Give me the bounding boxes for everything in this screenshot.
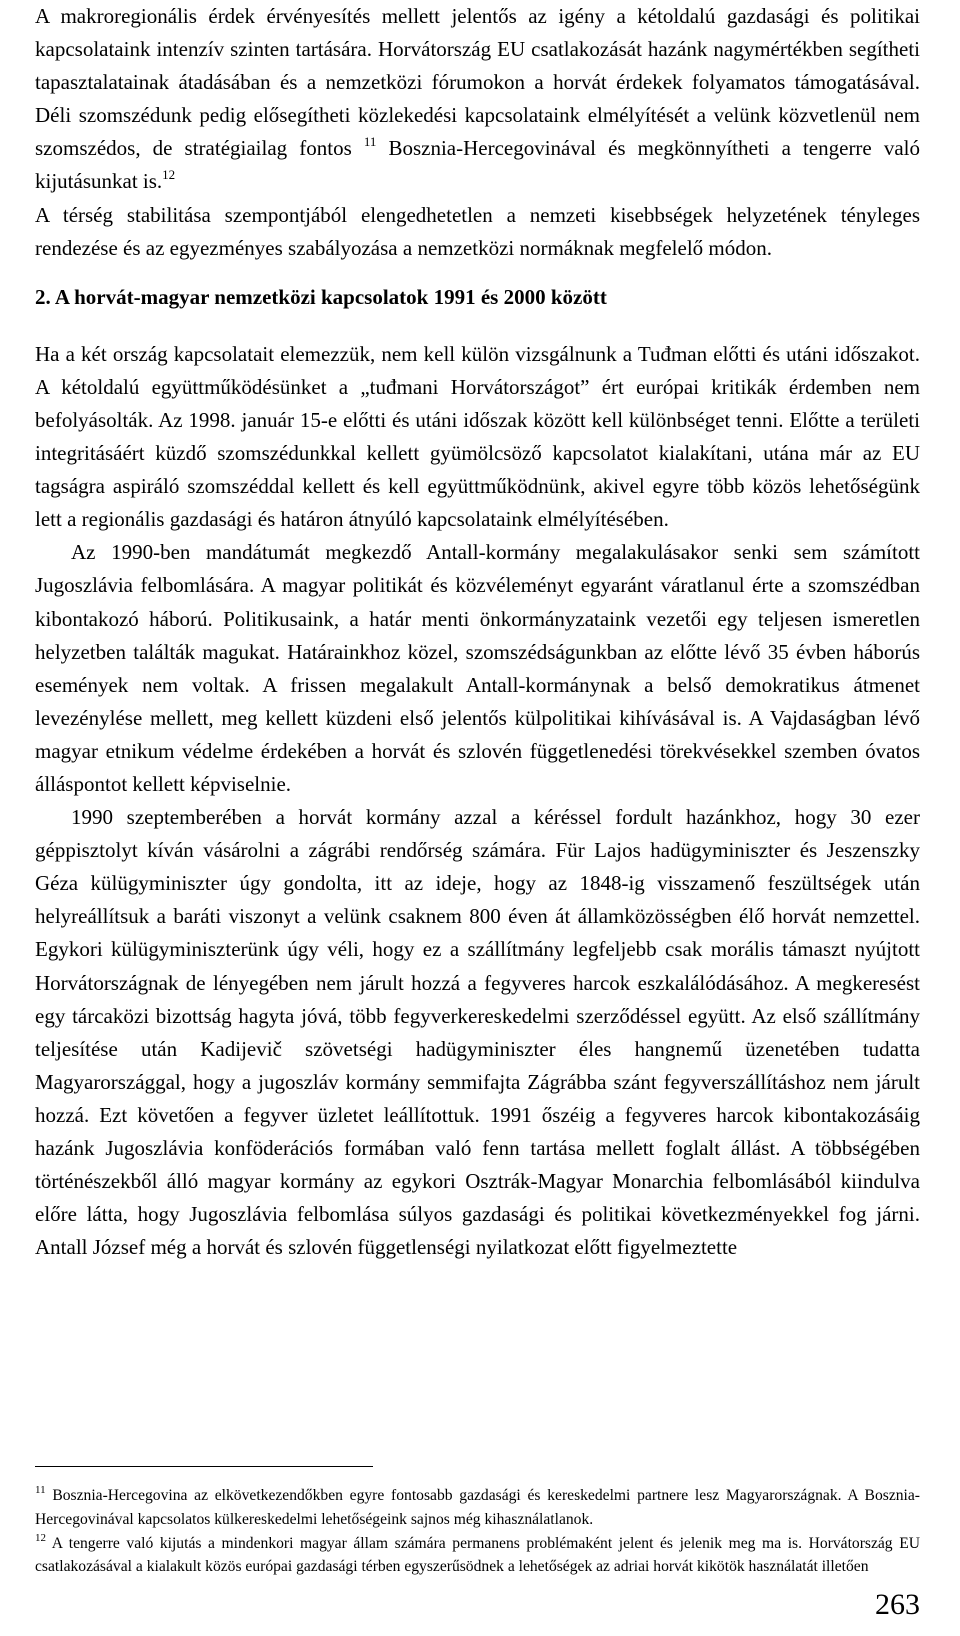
heading-gap bbox=[35, 314, 920, 338]
footnote-11 bbox=[35, 1484, 920, 1532]
footnotes bbox=[35, 1484, 920, 1579]
footnote-number: 11 bbox=[35, 1484, 46, 1496]
paragraph-antall: Az 1990-ben mandátumát megkezdő Antall-kormány megalakulásakor senki sem számított Jugoszlávia felbomlására. A magyar politikát és közvéleményt egyaránt váratlanul érte a szomszédban kibontakozó háború. Politikusaink, a határ menti önkormányzataink vezetői egy teljesen ismeretlen helyzetben találták magukat. Határainkhoz közel, szomszédságunkban az előtte lévő 35 évben háborús események nem voltak. A frissen megalakult Antall-kormánynak a belső demokratikus átmenet levezénylése mellett, meg kellett küzdeni első jelentős külpolitikai kihívásával is. A Vajdaságban lévő magyar etnikum védelme érdekében a horvát és szlovén függetlenedési törekvésekkel szemben óvatos álláspontot kellett képviselnie. bbox=[35, 540, 920, 796]
section-heading: 2. A horvát-magyar nemzetközi kapcsolatok 1991 és 2000 között bbox=[35, 284, 607, 309]
paragraph-intro-text-2: Bosznia-Hercegovinával és megkönnyítheti a tengerre való kijutásunkat is. bbox=[35, 136, 920, 194]
paragraph-stability: A térség stabilitása szempontjából elengedhetetlen a nemzeti kisebbségek helyzetének tényleges rendezése és az egyezményes szabályozása a nemzetközi normáknak megfelelő módon. bbox=[35, 202, 920, 260]
paragraph-1990: 1990 szeptemberében a horvát kormány azzal a kéréssel fordult hazánkhoz, hogy 30 ezer géppisztolyt kíván vásárolni a zágrábi rendőrség számára. Für Lajos hadügyminiszter és Jeszenszky Géza külügyminiszter úgy gondolta, itt az ideje, hogy az 1848-ig visszamenő feszültségek után helyreállítsuk a baráti viszonyt a velünk csaknem 800 éven át államközösségben élő horvát nemzettel. Egykori külügyminiszterünk úgy véli, hogy ez a szállítmány legfeljebb csak morális támaszt nyújtott Horvátországnak de lényegében nem járult hozzá a fegyveres harcok eszkalálódásához. A megkeresést egy tárcaközi bizottság hagyta jóvá, több fegyverkereskedelmi szerződéssel együtt. Az első szállítmány teljesítése után Kadijevič szövetségi hadügyminiszter éles hangnemű üzenetében tudatta Magyarországgal, hogy a jugoszláv kormány semmifajta Zágrábba szánt fegyverszállításhoz nem járult hozzá. Ezt követően a fegyver üzletet leállítottuk. 1991 őszéig a fegyveres harcok kibontakozásáig hazánk Jugoszlávia konföderációs formában való fenn tartása mellett foglalt állást. A többségében történészekből álló magyar kormány az egykori Osztrák-Magyar Monarchia felbomlásából kiindulva előre látta, hogy Jugoszlávia felbomlása súlyos gazdasági és politikai következményekkel fog járni. Antall József még a horvát és szlovén függetlenségi nyilatkozat előtt figyelmeztette bbox=[35, 805, 920, 1260]
footnote-12 bbox=[35, 1532, 920, 1580]
paragraph-intro bbox=[35, 0, 920, 199]
paragraph-intro-text: A makroregionális érdek érvényesítés mellett jelentős az igény a kétoldalú gazdasági és politikai kapcsolataink intenzív szinten tartására. Horvátország EU csatlakozását hazánk nagymértékben segítheti tapasztalatainak átadásában és a nemzetközi fórumokon a horvát érdekek folyamatos támogatásával. Déli szomszédunk pedig elősegítheti közlekedési kapcsolataink elmélyítését a velünk közvetlenül nem szomszédos, de stratégiailag fontos bbox=[35, 4, 920, 161]
page-number: 263 bbox=[875, 1588, 920, 1621]
paragraph-tudjman: Ha a két ország kapcsolatait elemezzük, nem kell külön vizsgálnunk a Tuđman előtti és utáni időszakot. A kétoldalú együttműködésünket a „tuđmani Horvátországot” ért európai kritikák érdemben nem befolyásolták. Az 1998. január 15-e előtti és utáni időszak között kell különbséget tenni. Előtte a területi integritásáért küzdő szomszédunkkal kellett gyümölcsöző kapcsolatot kialakítani, utána már az EU tagságra aspiráló szomszéddal kellett és kell együttműködnünk, akivel egyre több közös lehetőségünk lett a regionális gazdasági és határon átnyúló kapcsolataink elmélyítésében. bbox=[35, 341, 920, 532]
footnote-ref-12[interactable]: 12 bbox=[162, 167, 176, 183]
body-text bbox=[35, 0, 920, 1264]
footnote-number: 12 bbox=[35, 1531, 46, 1544]
footnote-ref-11[interactable]: 11 bbox=[363, 134, 377, 150]
footnote-text: Bosznia-Hercegovina az elkövetkezendőkben egyre fontosabb gazdasági és kereskedelmi partnere lesz Magyarországnak. A Bosznia-Hercegovinával kapcsolatos külkereskedelmi lehetőségeink sajnos még kihasználatlanok. bbox=[35, 1487, 920, 1528]
footnote-divider bbox=[35, 1466, 373, 1467]
footnote-text: A tengerre való kijutás a mindenkori magyar állam számára permanens problémaként jelent és jelenik meg ma is. Horvátország EU csatlakozásával a kialakult közös európai gazdasági térben egyszerűsödnek a lehetőségek az adriai horvát kikötök használatát illetően bbox=[35, 1534, 920, 1576]
